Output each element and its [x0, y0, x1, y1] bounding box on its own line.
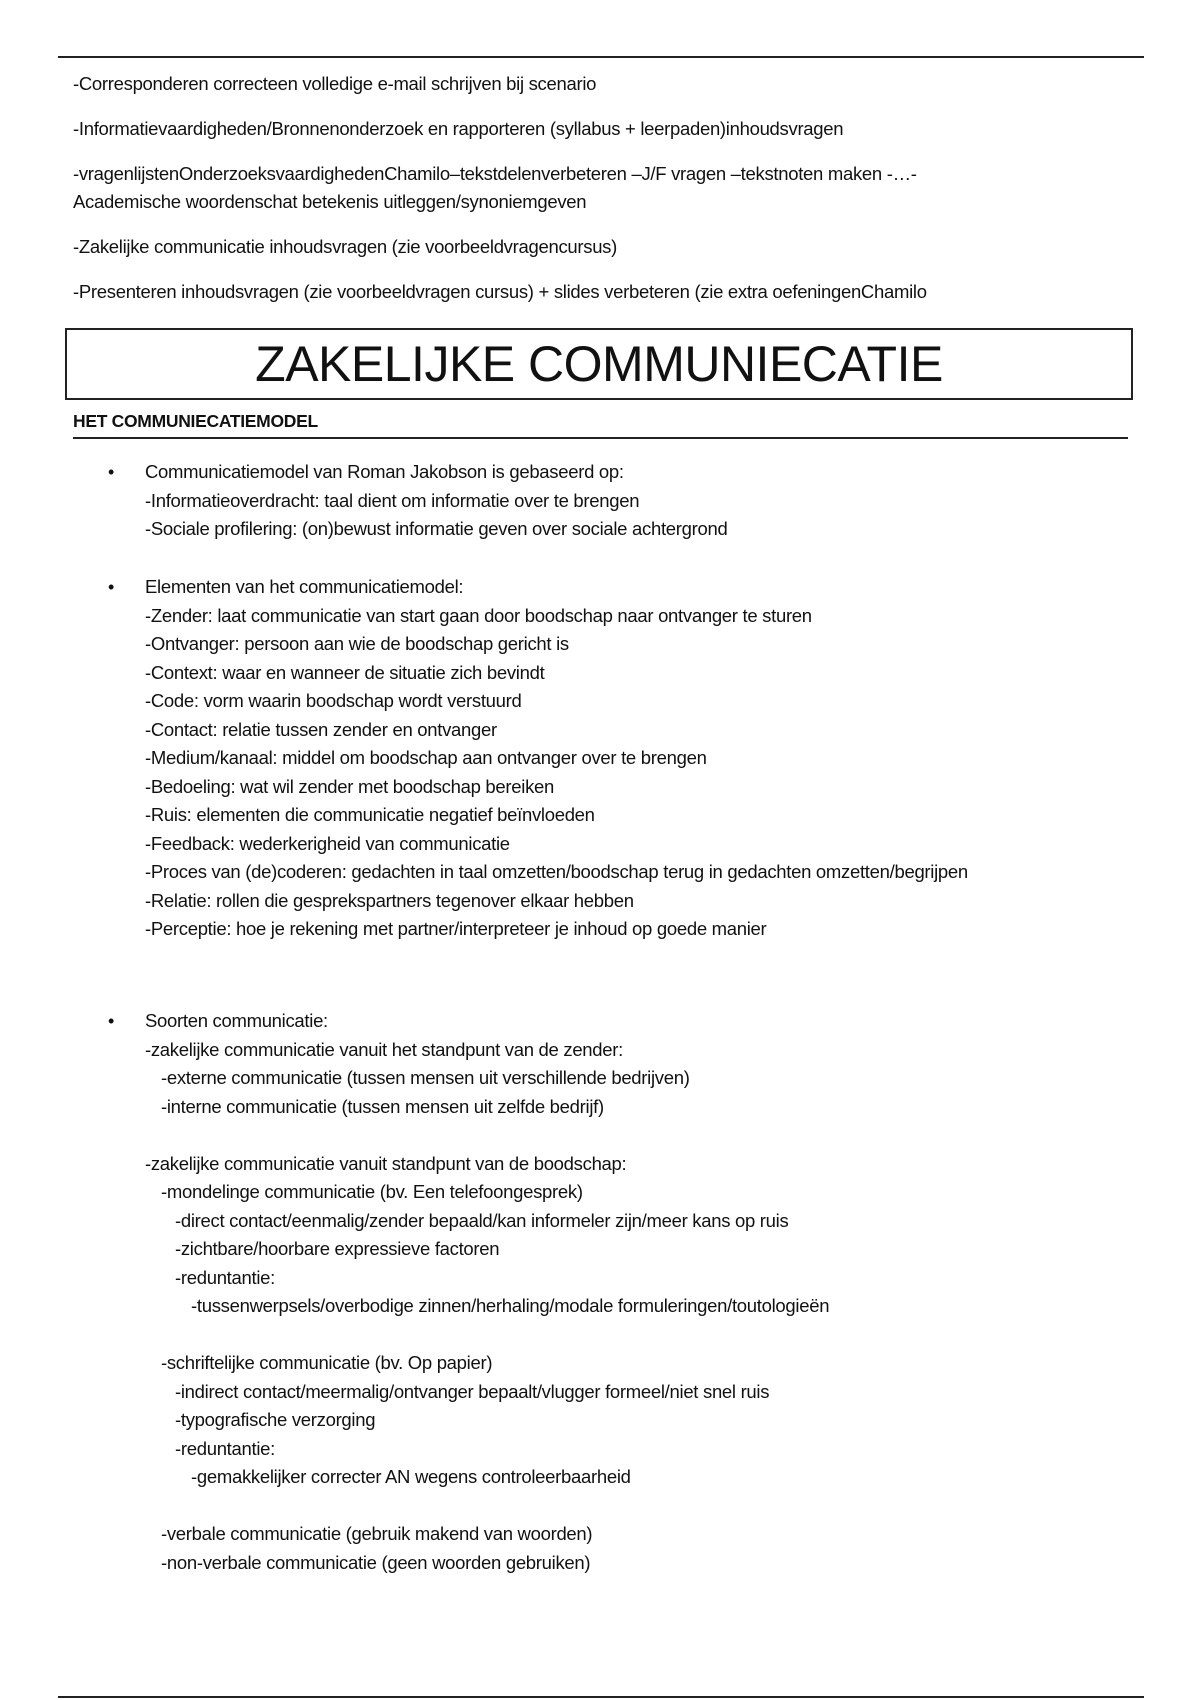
- list-line: -zichtbare/hoorbare expressieve factoren: [175, 1238, 500, 1259]
- top-rule: [58, 56, 1144, 58]
- list-line: -Ontvanger: persoon aan wie de boodschap gericht is: [145, 633, 569, 654]
- spacer: [145, 1121, 1195, 1150]
- title-box: [65, 328, 1133, 400]
- list-line: -Informatieoverdracht: taal dient om informatie over te brengen: [145, 489, 640, 511]
- page-title: ZAKELIJKE COMMUNIECATIE: [255, 336, 943, 392]
- list-line: -Medium/kanaal: middel om boodschap aan ontvanger over te brengen: [145, 747, 707, 768]
- list-line: -Feedback: wederkerigheid van communicatie: [145, 832, 510, 854]
- list-line: -reduntantie:: [175, 1437, 275, 1459]
- intro-line: -vragenlijstenOnderzoeksvaardighedenChamilo–tekstdelenverbeteren –J/F vragen –tekstnoten maken -…-: [73, 163, 917, 184]
- list-line: -Sociale profilering: (on)bewust informatie geven over sociale achtergrond: [145, 518, 728, 539]
- list-line: -Zender: laat communicatie van start gaan door boodschap naar ontvanger te sturen: [145, 604, 812, 626]
- list-line: Communicatiemodel van Roman Jakobson is gebaseerd op:: [145, 461, 624, 482]
- spacer: [145, 1492, 1195, 1521]
- bullet-icon: •: [108, 462, 115, 482]
- bullet-icon: •: [108, 577, 115, 597]
- list-line: -Contact: relatie tussen zender en ontvanger: [145, 718, 497, 740]
- list-line: -Code: vorm waarin boodschap wordt verstuurd: [145, 690, 522, 711]
- intro-line: -Zakelijke communicatie inhoudsvragen (zie voorbeeldvragencursus): [73, 236, 617, 257]
- list-line: -reduntantie:: [175, 1266, 275, 1288]
- list-line: -schriftelijke communicatie (bv. Op papier): [161, 1352, 493, 1373]
- intro-paragraph: [73, 160, 1133, 216]
- list-line: -zakelijke communicatie vanuit het standpunt van de zender:: [145, 1038, 623, 1060]
- intro-line: -Presenteren inhoudsvragen (zie voorbeeldvragen cursus) + slides verbeteren (zie extra oefeningenChamilo: [73, 281, 927, 302]
- list-line: -non-verbale communicatie (geen woorden gebruiken): [161, 1551, 591, 1573]
- bottom-rule: [58, 1696, 1144, 1698]
- list-line: -zakelijke communicatie vanuit standpunt van de boodschap:: [145, 1152, 627, 1174]
- intro-line: -Corresponderen correcteen volledige e-mail schrijven bij scenario: [73, 73, 597, 94]
- list-line: -verbale communicatie (gebruik makend van woorden): [161, 1523, 593, 1544]
- list-line: -Ruis: elementen die communicatie negatief beïnvloeden: [145, 804, 595, 825]
- intro-line: Academische woordenschat betekenis uitleggen/synoniemgeven: [73, 191, 587, 212]
- list-line: -direct contact/eenmalig/zender bepaald/kan informeler zijn/meer kans op ruis: [175, 1209, 789, 1231]
- intro-list: [73, 70, 1133, 323]
- list-line: -Relatie: rollen die gesprekspartners tegenover elkaar hebben: [145, 889, 634, 911]
- list-line: Elementen van het communicatiemodel:: [145, 576, 464, 597]
- intro-line: -Informatievaardigheden/Bronnenonderzoek en rapporteren (syllabus + leerpaden)inhoudsvragen: [73, 118, 844, 139]
- list-line: Soorten communicatie:: [145, 1010, 328, 1031]
- list-line: -Proces van (de)coderen: gedachten in taal omzetten/boodschap terug in gedachten omzetten/begrijpen: [145, 861, 968, 882]
- list-line: -Bedoeling: wat wil zender met boodschap bereiken: [145, 775, 554, 797]
- list-line: -gemakkelijker correcter AN wegens controleerbaarheid: [191, 1466, 631, 1487]
- list-line: -interne communicatie (tussen mensen uit zelfde bedrijf): [161, 1095, 604, 1117]
- list-line: -mondelinge communicatie (bv. Een telefoongesprek): [161, 1181, 583, 1202]
- list-line: -Context: waar en wanneer de situatie zich bevindt: [145, 661, 545, 683]
- spacer: [145, 1321, 1195, 1350]
- list-line: -indirect contact/meermalig/ontvanger bepaalt/vlugger formeel/niet snel ruis: [175, 1380, 770, 1402]
- section-heading: HET COMMUNIECATIEMODEL: [73, 411, 1128, 439]
- list-line: -externe communicatie (tussen mensen uit verschillende bedrijven): [161, 1067, 690, 1088]
- list-line: -typografische verzorging: [175, 1409, 376, 1430]
- list-line: -tussenwerpsels/overbodige zinnen/herhaling/modale formuleringen/toutologieën: [191, 1295, 830, 1316]
- bullet-icon: •: [108, 1011, 115, 1031]
- list-line: -Perceptie: hoe je rekening met partner/interpreteer je inhoud op goede manier: [145, 918, 767, 939]
